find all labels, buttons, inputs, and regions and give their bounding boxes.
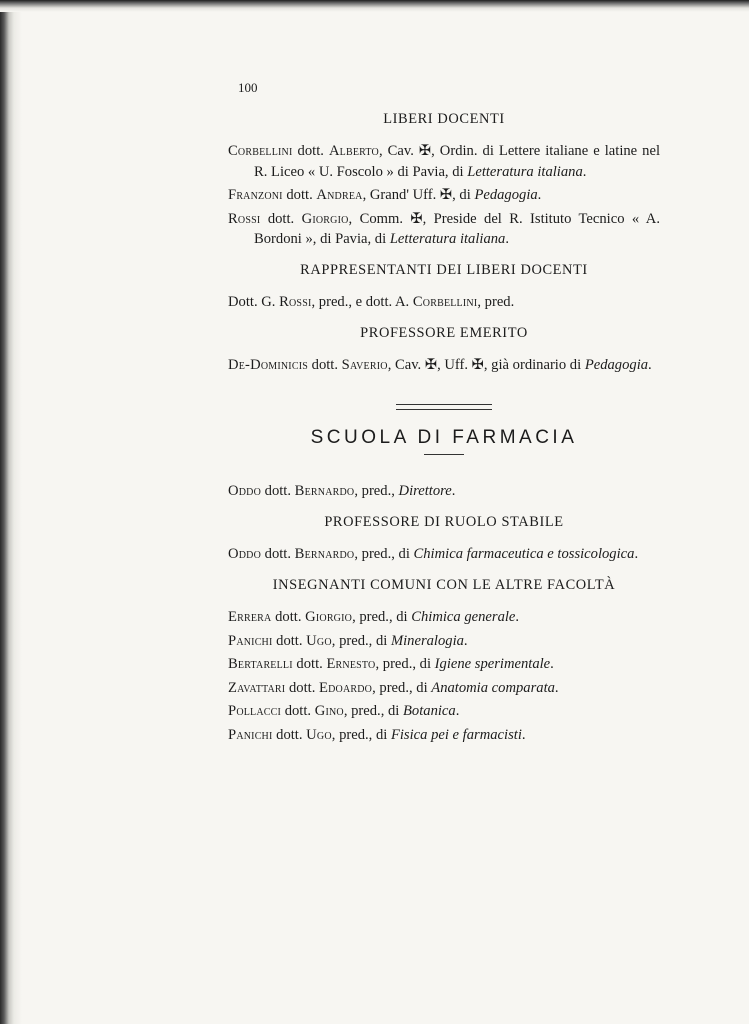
entry-text: dott. [261,483,295,499]
heading-emerito: PROFESSORE EMERITO [360,324,528,341]
page-top-edge [0,0,749,12]
entry-text: , pred., e dott. A. [311,294,413,310]
entry-text: . [582,163,587,180]
heading-rappresentanti: RAPPRESENTANTI DEI LIBERI DOCENTI [300,261,588,278]
page-content [228,78,660,748]
entry-corbellini [228,141,660,182]
entry-text: . [455,703,460,719]
entry-text: dott. [281,703,315,719]
entry-text: dott. [292,656,327,672]
surname: Panichi [228,632,273,649]
entry-text: . [648,357,652,373]
entry-text: dott. [261,546,295,562]
firstname: Bernardo [294,483,355,499]
entry-text: , Grand' Uff. ✠, di [362,187,475,203]
surname: Corbellini [412,294,478,310]
firstname: Giorgio [305,609,353,625]
page-binding-edge [0,0,22,1024]
subject: Fisica pei e farmacisti [390,726,522,743]
firstname: Saverio [341,357,388,373]
entry-text: . [451,483,456,499]
entry-text: . [463,632,468,649]
firstname: Giorgio [301,210,349,227]
surname: Bertarelli [228,656,293,672]
firstname: Andrea [316,187,363,203]
section-divider-wrap [228,404,660,410]
entry-text: , pred., di [352,609,412,625]
entry-text: . [634,546,639,562]
surname: Corbellini [228,143,293,159]
entry-text: , pred. [477,294,515,310]
firstname: Gino [314,703,344,719]
surname: Panichi [228,726,273,743]
school-title: SCUOLA DI FARMACIA [310,426,578,448]
firstname: Alberto [328,143,379,159]
entry-rossi [228,209,660,250]
heading-comuni: INSEGNANTI COMUNI CON LE ALTRE FACOLTÀ [272,576,616,593]
surname: Errera [228,609,272,625]
firstname: Ugo [306,726,332,743]
entry-text: dott. [308,357,342,373]
role: Direttore [398,483,452,499]
heading-ruolo-stabile: PROFESSORE DI RUOLO STABILE [324,513,564,530]
subject: Chimica farmaceutica e tossicologica [413,546,635,562]
entry-text: dott. [285,679,319,696]
entry-text: dott. [260,210,302,227]
entry-text: , pred., di [343,703,404,719]
entry-de-dominicis [228,355,660,376]
entry-rappresentanti [228,292,660,313]
entry-panichi-fisica [228,725,660,746]
entry-errera [228,607,660,628]
entry-zavattari [228,678,660,699]
section-divider [396,404,492,410]
entry-text: . [537,187,542,203]
entry-text: . [550,656,554,672]
entry-text: dott. [271,609,306,625]
surname: Rossi [279,294,312,310]
subject: Igiene sperimentale [434,656,551,672]
heading-liberi-docenti: LIBERI DOCENTI [383,110,505,127]
subject: Pedagogia [584,357,649,373]
entry-director [228,481,660,502]
surname: Pollacci [228,703,282,719]
surname: De-Dominicis [228,357,309,373]
entry-text: , pred., di [375,656,435,672]
entry-text: . [521,726,526,743]
surname: Franzoni [228,187,283,203]
entry-text: . [515,609,520,625]
surname: Zavattari [228,679,286,696]
entry-text: , pred., di [372,679,432,696]
entry-text: , pred., di [331,632,391,649]
entry-pollacci [228,701,660,722]
entry-oddo [228,544,660,565]
entry-text: dott. [272,632,307,649]
firstname: Bernardo [294,546,355,562]
entry-text: . [505,231,510,247]
entry-text: , Cav. ✠, Ordin. di Lettere italiane e latine nel R. Liceo « U. Foscolo » di Pavia, di [254,143,660,180]
subject: Chimica generale [411,609,516,625]
entry-text: . [554,679,559,696]
entry-panichi-mineralogia [228,631,660,652]
surname: Oddo [228,483,262,499]
entry-text: , Cav. ✠, Uff. ✠, già ordinario di [387,357,585,373]
subject: Anatomia comparata [431,679,555,696]
surname: Rossi [228,210,261,227]
firstname: Edoardo [319,679,373,696]
entry-bertarelli [228,654,660,675]
subject: Letteratura italiana [389,231,506,247]
subject: Mineralogia [390,632,464,649]
entry-text: , Comm. ✠, Preside del R. Istituto Tecnico « A. Bordoni », di Pavia, di [254,210,660,247]
page-number: 100 [238,80,258,95]
entry-text: dott. [282,187,317,203]
subject: Pedagogia [474,187,538,203]
subject: Letteratura italiana [467,163,583,180]
entry-text: , pred., di [354,546,414,562]
entry-text: dott. [272,726,307,743]
firstname: Ernesto [326,656,376,672]
surname: Oddo [228,546,262,562]
entry-franzoni [228,185,660,206]
entry-text: Dott. G. [228,294,280,310]
entry-text: , pred., di [331,726,391,743]
firstname: Ugo [306,632,332,649]
subject: Botanica [403,703,456,719]
entry-text: , pred., [354,483,399,499]
title-rule [424,454,464,455]
entry-text: dott. [292,143,329,159]
